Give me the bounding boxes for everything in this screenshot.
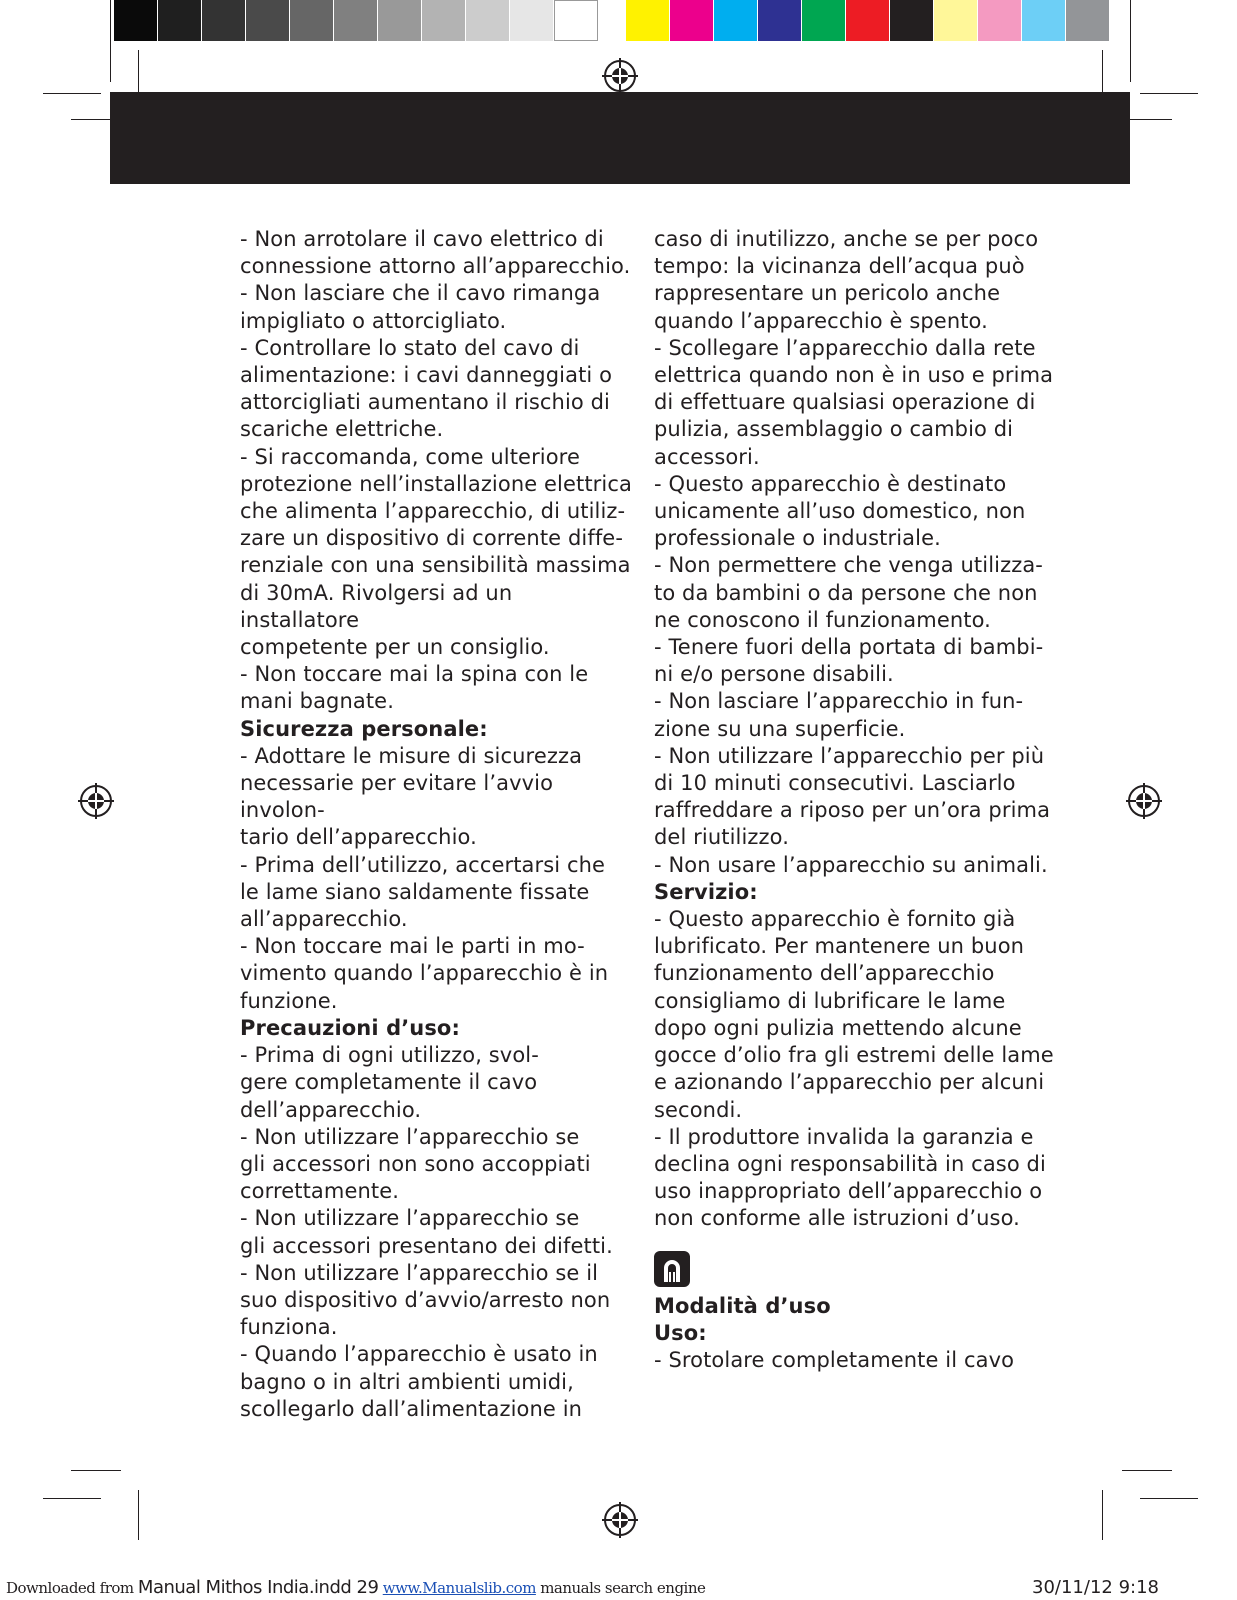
gray-swatch (510, 0, 554, 41)
section-heading: Sicurezza personale: (240, 716, 488, 741)
color-swatch (802, 0, 846, 41)
header-band (110, 92, 1130, 184)
paragraph: - Il produttore invalida la garanzia e declina ogni responsabilità in caso di uso inappropriato dell’apparecchio o non conforme alle istruzioni d’uso. (654, 1124, 1046, 1231)
paragraph: - Srotolare completamente il cavo (654, 1347, 1015, 1372)
registration-mark-icon (600, 1500, 640, 1540)
paragraph: - Non arrotolare il cavo elettrico di connessione attorno all’apparecchio. (240, 227, 631, 279)
gray-swatch (158, 0, 202, 41)
paragraph: - Non utilizzare l’apparecchio se gli accessori non sono accoppiati correttamente. (240, 1124, 591, 1204)
paragraph: - Non utilizzare l’apparecchio se il suo dispositivo d’avvio/arresto non funziona. (240, 1260, 611, 1340)
crop-mark (43, 93, 101, 94)
paragraph: - Scollegare l’apparecchio dalla rete elettrica quando non è in uso e prima di effettuare qualsiasi operazione di pulizia, assemblaggio o cambio di accessori. (654, 335, 1054, 469)
section-heading: Precauzioni d’uso: (240, 1015, 460, 1040)
crop-mark (138, 1490, 139, 1540)
crop-mark (1122, 1470, 1172, 1471)
paragraph: - Non utilizzare l’apparecchio per più di 10 minuti consecutivi. Lasciarlo raffreddare a riposo per un’ora prima del riutilizzo. (654, 743, 1051, 850)
color-swatch (846, 0, 890, 41)
color-swatch (626, 0, 670, 41)
file-name: Manual Mithos India.indd 29 (137, 1577, 379, 1598)
plug-icon (654, 1251, 690, 1287)
gray-swatch (422, 0, 466, 41)
color-swatch (670, 0, 714, 41)
paragraph: - Prima di ogni utilizzo, svol- gere completamente il cavo dell’apparecchio. (240, 1043, 539, 1122)
section-heading: Servizio: (654, 879, 758, 904)
paragraph: - Non utilizzare l’apparecchio se gli accessori presentano dei difetti. (240, 1206, 613, 1258)
footer-date-time: 30/11/12 9:18 (1032, 1577, 1159, 1598)
paragraph: - Tenere fuori della portata di bambi- ni e/o persone disabili. (654, 635, 1044, 687)
crop-mark (110, 0, 111, 82)
paragraph: - Non toccare mai la spina con le mani bagnate. (240, 662, 589, 714)
paragraph: caso di inutilizzo, anche se per poco tempo: la vicinanza dell’acqua può rappresentare un pericolo anche quando l’apparecchio è spento. (654, 227, 1039, 333)
gray-swatch (378, 0, 422, 41)
crop-mark (1102, 1490, 1103, 1540)
left-text-column (240, 226, 632, 1423)
paragraph: - Non toccare mai le parti in mo- vimento quando l’apparecchio è in funzione. (240, 934, 609, 1013)
paragraph: - Quando l’apparecchio è usato in bagno o in altri ambienti umidi, scollegarlo dall’alimentazione in (240, 1342, 598, 1421)
gray-swatch (290, 0, 334, 41)
paragraph: - Non permettere che venga utilizza- to da bambini o da persone che non ne conoscono il funzionamento. (654, 553, 1043, 632)
paragraph: - Adottare le misure di sicurezza necessarie per evitare l’avvio involon- tario dell’apparecchio. (240, 743, 583, 850)
color-swatch (714, 0, 758, 41)
color-swatch (934, 0, 978, 41)
paragraph: - Non lasciare che il cavo rimanga impigliato o attorcigliato. (240, 281, 601, 333)
color-swatch (1066, 0, 1110, 41)
paragraph: - Si raccomanda, come ulteriore protezione nell’installazione elettrica che alimenta l’apparecchio, di utiliz- zare un dispositivo di corrente diffe- renziale con una sensibilità massima di 30mA. Rivolgersi ad un installatore competente per un consiglio. (240, 444, 632, 660)
footer-file-info (6, 1577, 705, 1598)
color-swatch (890, 0, 934, 41)
section-heading: Modalità d’uso (654, 1293, 831, 1318)
crop-mark (43, 1498, 101, 1499)
paragraph: - Non lasciare l’apparecchio in fun- zione su una superficie. (654, 689, 1024, 741)
color-swatch (758, 0, 802, 41)
paragraph: - Non usare l’apparecchio su animali. (654, 852, 1048, 877)
grayscale-swatch-strip (114, 0, 598, 41)
gray-swatch (202, 0, 246, 41)
paragraph: - Questo apparecchio è destinato unicamente all’uso domestico, non professionale o industriale. (654, 471, 1026, 551)
crop-mark (71, 1470, 121, 1471)
right-text-column (654, 226, 1054, 1374)
paragraph: - Prima dell’utilizzo, accertarsi che le lame siano saldamente fissate all’apparecchio. (240, 852, 606, 932)
gray-swatch (114, 0, 158, 41)
site-suffix: manuals search engine (535, 1579, 706, 1597)
color-swatch (1022, 0, 1066, 41)
registration-mark-icon (1124, 781, 1164, 821)
gray-swatch (466, 0, 510, 41)
crop-mark (1140, 93, 1198, 94)
downloaded-from-text: Downloaded from (6, 1579, 138, 1597)
gray-swatch (554, 0, 598, 41)
section-heading: Uso: (654, 1320, 707, 1345)
color-swatch-strip (626, 0, 1110, 41)
registration-mark-icon (76, 781, 116, 821)
paragraph: - Controllare lo stato del cavo di alimentazione: i cavi danneggiati o attorcigliati aumentano il rischio di scariche elettriche. (240, 335, 613, 442)
crop-mark (1140, 1498, 1198, 1499)
gray-swatch (334, 0, 378, 41)
manualslib-link[interactable]: www.Manualslib.com (382, 1579, 536, 1597)
gray-swatch (246, 0, 290, 41)
color-swatch (978, 0, 1022, 41)
paragraph: - Questo apparecchio è fornito già lubrificato. Per mantenere un buon funzionamento dell’apparecchio consigliamo di lubrificare le lame dopo ogni pulizia mettendo alcune gocce d’olio fra gli estremi delle lame e azionando l’apparecchio per alcuni secondi. (654, 907, 1054, 1122)
crop-mark (1130, 0, 1131, 82)
registration-mark-icon (600, 56, 640, 96)
